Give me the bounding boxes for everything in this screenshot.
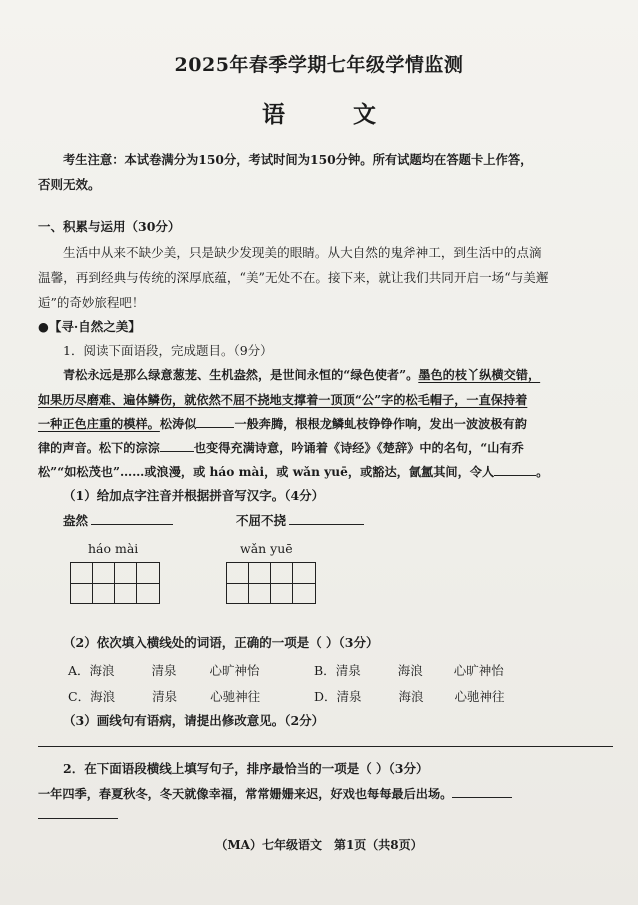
sub-question-1: （1）给加点字注音并根据拼音写汉字。（4分） [63,488,325,503]
page-footer: （MA）七年级语文 第1页（共8页） [215,838,423,852]
q2-stem: 2．在下面语段横线上填写句子，排序最恰当的一项是（ ）（3分） [63,761,429,776]
option-a[interactable]: A．海浪 清泉 心旷神怡 [68,663,260,678]
passage-line-5: 松”“如松茂也”……或浪漫，或 háo mài，或 wǎn yuē，或豁达，氤氲其间，令人 。 [38,465,549,479]
blank-1[interactable] [196,415,234,428]
pinyin-1: háo mài [88,541,139,556]
subject-title: 语 文 [261,101,406,128]
answer-line-2[interactable] [289,512,364,525]
passage-line-4: 律的声音。松下的淙淙 也变得充满诗意，吟诵着《诗经》《楚辞》中的名句，“山有乔 [38,441,524,455]
blank-q2[interactable] [452,785,512,798]
option-b[interactable]: B．清泉 海浪 心旷神怡 [314,663,504,678]
answer-rule-2[interactable] [38,818,118,819]
word-1: 盎然 [63,512,173,530]
blank-2[interactable] [160,439,194,452]
answer-line-1[interactable] [91,512,173,525]
sub-question-2: （2）依次填入横线处的词语，正确的一项是（ ）（3分） [63,635,379,650]
word-2: 不屈不挠 [236,512,364,530]
writing-grid-1[interactable] [70,562,160,604]
notice-line-2: 否则无效。 [38,177,101,192]
passage-line-3: 一种正色庄重的模样。松涛似 一般奔腾，根根龙鳞虬枝铮铮作响，发出一波波极有韵 [38,417,527,431]
pinyin-2: wǎn yuē [240,541,293,556]
option-d[interactable]: D．清泉 海浪 心驰神往 [314,689,505,704]
passage-line-1: 青松永远是那么绿意葱茏、生机盎然，是世间永恒的“绿色使者”。墨色的枝丫纵横交错， [63,368,541,382]
sub-question-3: （3）画线句有语病，请提出修改意见。（2分） [63,713,325,728]
intro-line-3: 逅”的奇妙旅程吧！ [38,295,145,310]
notice-line-1: 考生注意：本试卷满分为150分，考试时间为150分钟。所有试题均在答题卡上作答， [63,152,533,167]
section-tag: ●【寻·自然之美】 [38,319,141,334]
intro-line-1: 生活中从来不缺少美，只是缺少发现美的眼睛。从大自然的鬼斧神工，到生活中的点滴 [63,245,542,260]
answer-rule-1[interactable] [38,746,613,747]
intro-line-2: 温馨，再到经典与传统的深厚底蕴，“美”无处不在。接下来，就让我们共同开启一场“与美邂 [38,270,549,285]
passage-line-2: 如果历尽磨难、遍体鳞伤，就依然不屈不挠地支撑着一顶顶“公”字的松毛帽子，一直保持着 [38,393,528,407]
q2-text: 一年四季，春夏秋冬，冬天就像幸福，常常姗姗来迟，好戏也每每最后出场。 [38,785,512,803]
blank-3[interactable] [494,463,536,476]
exam-title: 2025年春季学期七年级学情监测 [174,54,464,76]
q1-stem: 1．阅读下面语段，完成题目。（9分） [63,343,273,358]
section-heading: 一、积累与运用（30分） [38,219,181,234]
option-c[interactable]: C．海浪 清泉 心驰神往 [68,689,261,704]
writing-grid-2[interactable] [226,562,316,604]
